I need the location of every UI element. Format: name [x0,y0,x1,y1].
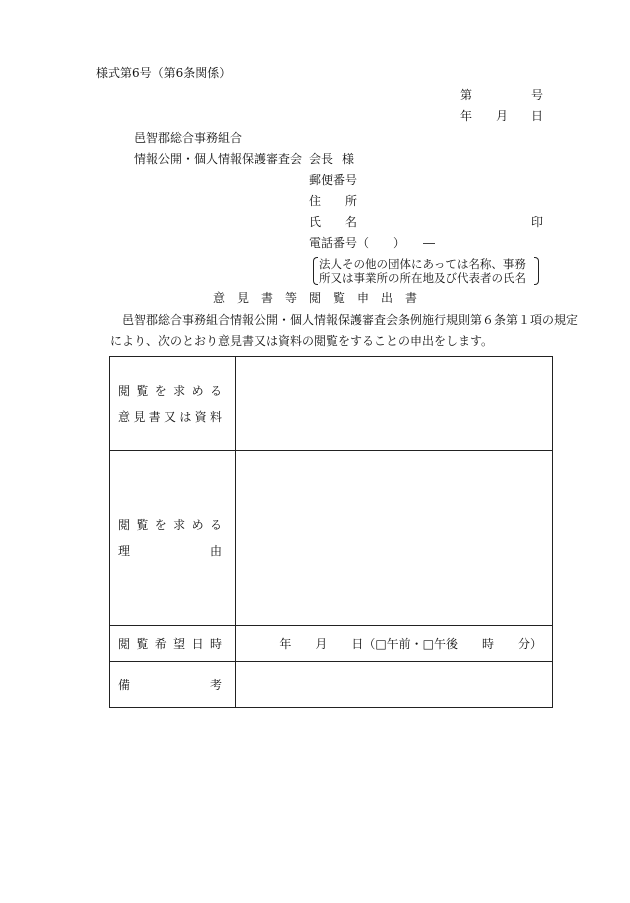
date-month: 月 [496,109,509,123]
row-reason [110,451,553,626]
request-table [109,356,553,708]
body-line-1: 邑智郡総合事務組合情報公開・個人情報保護審査会条例施行規則第６条第１項の規定 [122,313,579,327]
left-bracket [313,257,318,285]
reason-label-line1: 閲 覧 を 求 め る [118,518,222,532]
number-prefix: 第 [460,88,473,102]
documents-label [110,357,236,451]
document-title: 意 見 書 等 閲 覧 申 出 書 [212,291,417,305]
row-datetime [110,626,553,662]
phone-label: 電話番号（ ） ― [309,236,436,250]
date-year: 年 [460,109,473,123]
body-line-2: により、次のとおり意見書又は資料の閲覧をすることの申出をします。 [110,334,494,348]
documents-label-line2: 意 見 書 又 は 資 料 [118,409,222,424]
reason-label [110,451,236,626]
corporate-note-line2: 所又は事業所の所在地及び代表者の氏名 [319,271,526,285]
recipient-org: 邑智郡総合事務組合 [134,131,243,145]
number-suffix: 号 [531,88,544,102]
address-label: 住 所 [309,194,358,208]
form-number: 様式第6号（第6条関係） [96,66,232,80]
postal-code-label: 郵便番号 [309,173,358,187]
documents-label-line1: 閲 覧 を 求 め る [118,383,222,398]
corporate-note [313,256,539,286]
datetime-label: 閲 覧 希 望 日 時 [110,626,236,662]
remarks-label: 備 考 [110,662,236,708]
reason-field[interactable] [236,451,553,626]
recipient-title: 会長 [309,152,334,166]
datetime-field[interactable]: 年 月 日（□午前・□午後 時 分） [236,626,553,662]
corporate-note-line1: 法人その他の団体にあっては名称、事務 [319,257,526,271]
date-day: 日 [531,109,544,123]
documents-field[interactable] [236,357,553,451]
seal-mark: 印 [531,215,544,229]
name-label: 氏 名 [309,215,358,229]
recipient-council: 情報公開・個人情報保護審査会 [134,152,303,166]
recipient-honorific: 様 [342,152,355,166]
right-bracket [534,257,539,285]
remarks-field[interactable] [236,662,553,708]
row-remarks [110,662,553,708]
reason-label-line2: 理 由 [118,544,222,558]
row-documents [110,357,553,451]
